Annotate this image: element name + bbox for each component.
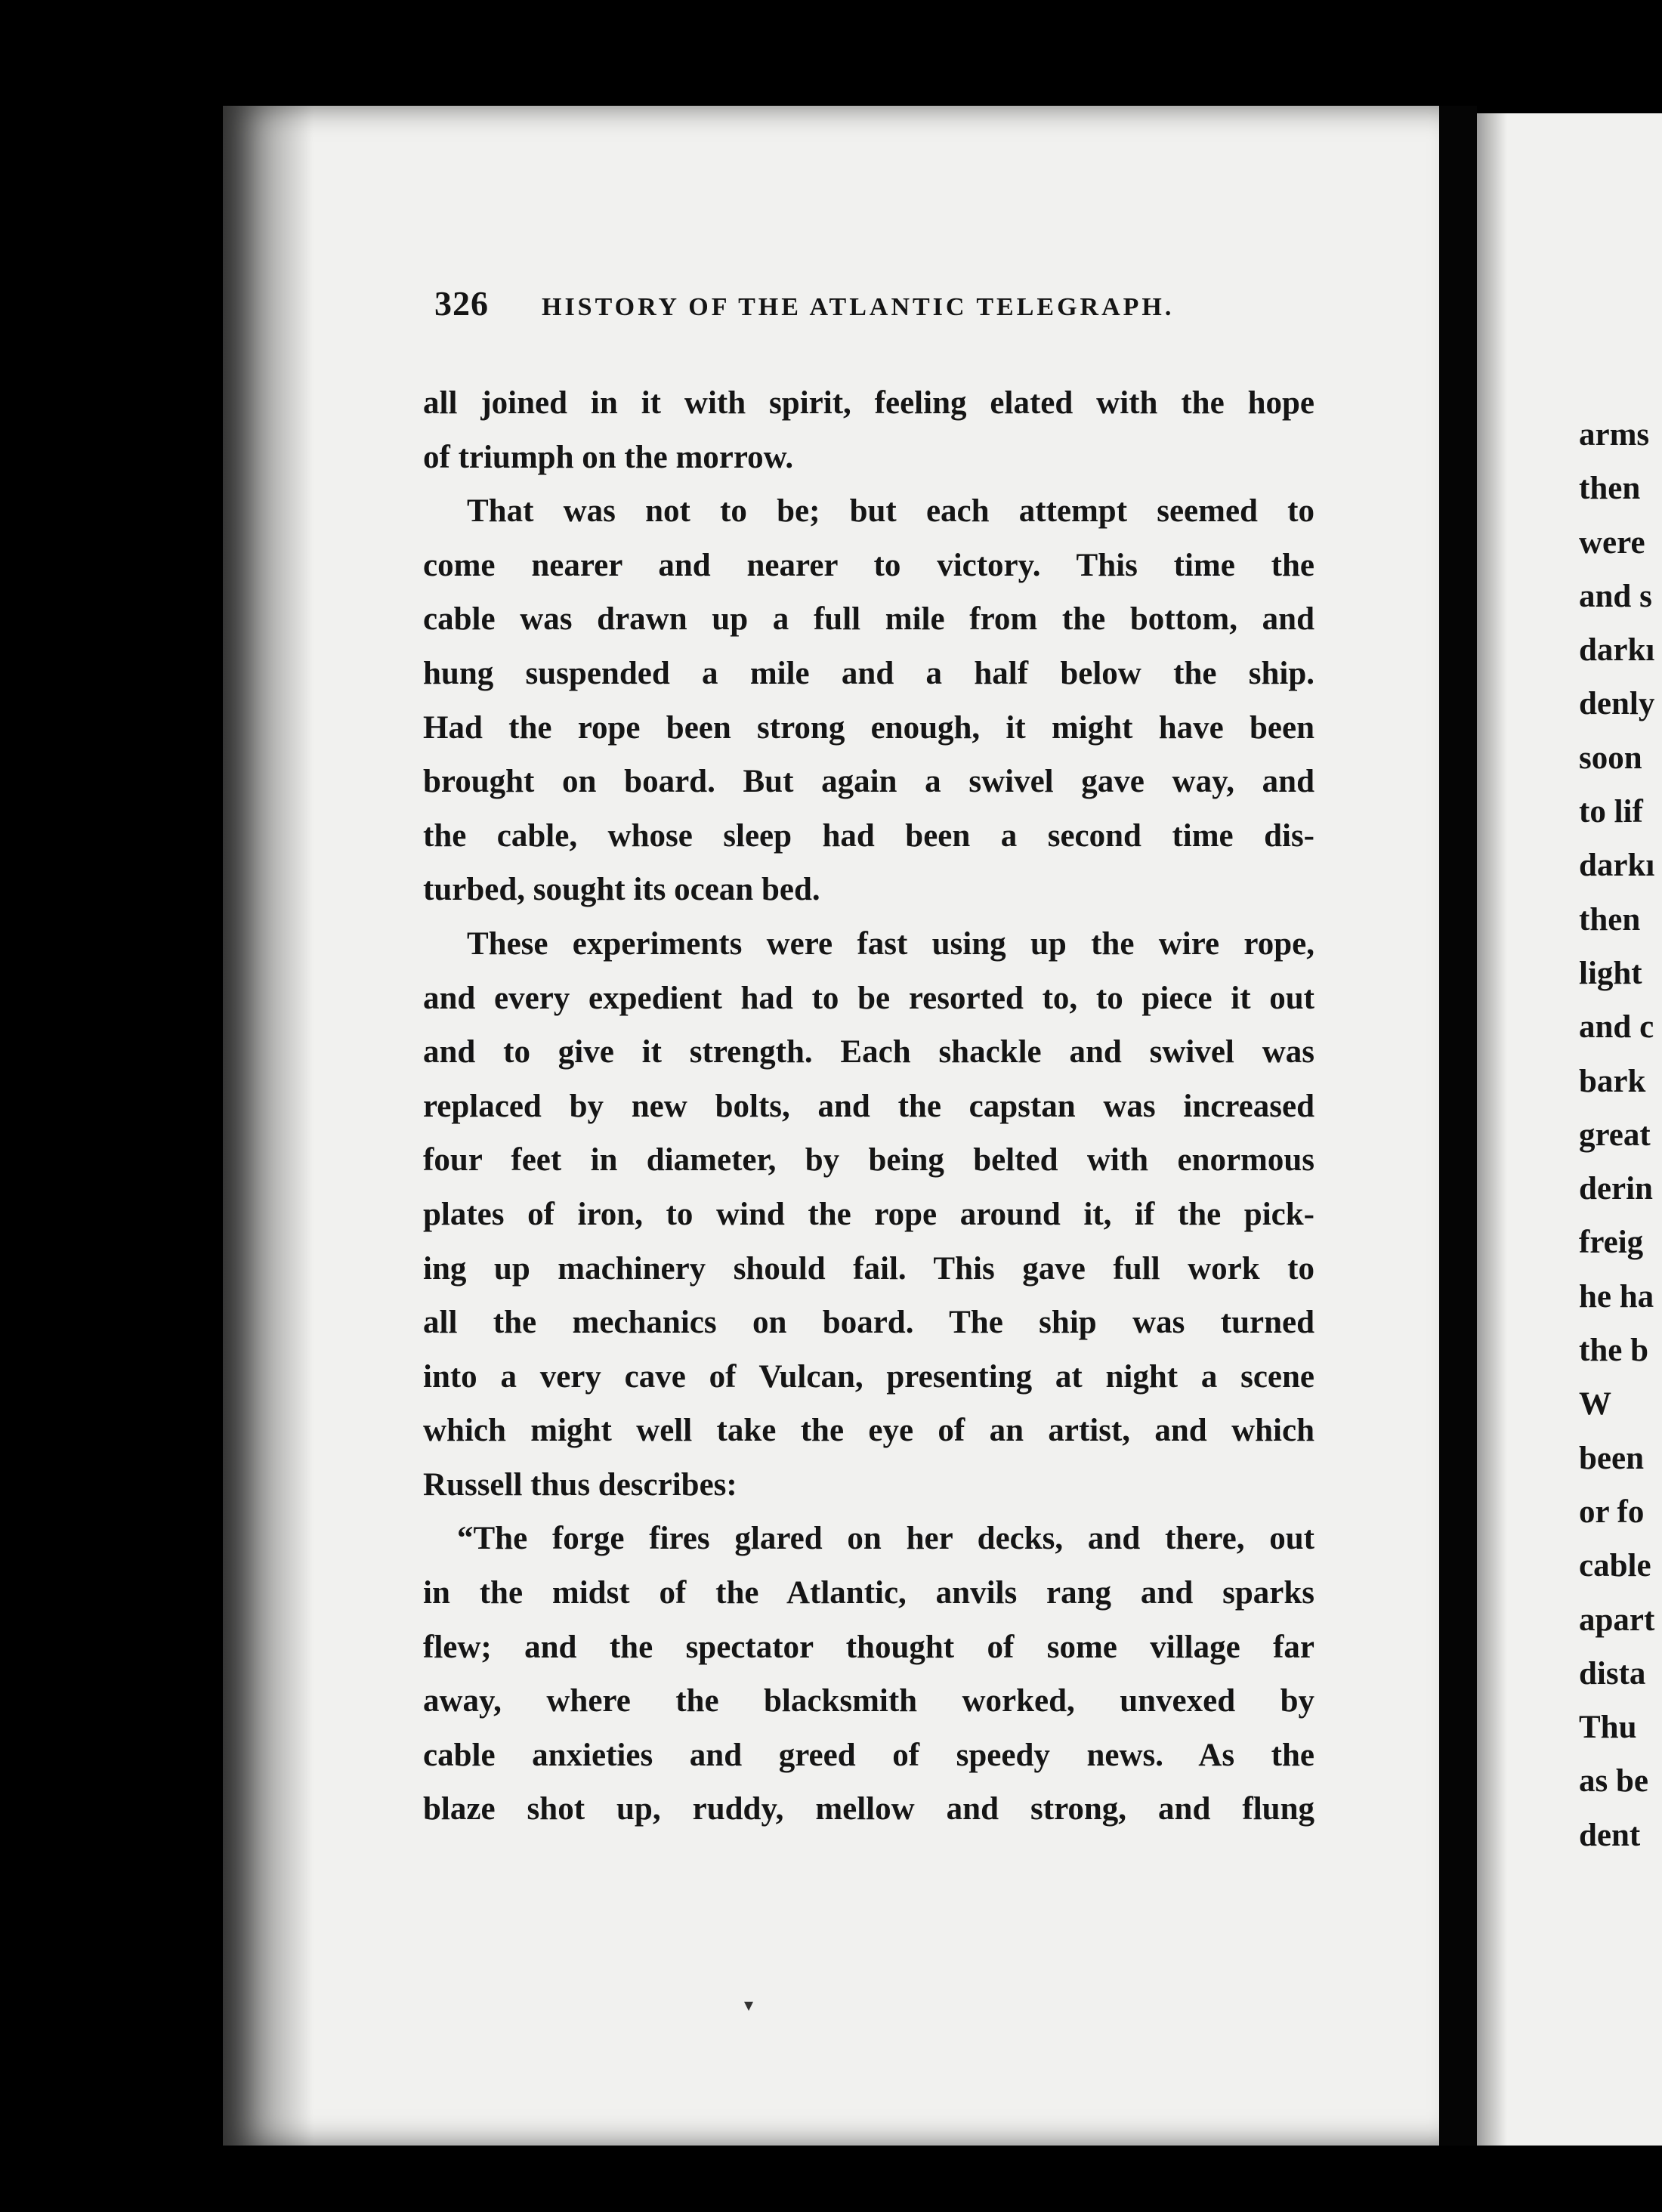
running-header [434, 283, 1311, 329]
text-line: flew; and the spectator thought of some village far [423, 1629, 1314, 1665]
right-fragment: great [1579, 1117, 1651, 1153]
text-line: and every expedient had to be resorted to, to piece it out [423, 980, 1314, 1016]
right-fragment: then [1579, 901, 1641, 938]
right-fragment: light [1579, 955, 1642, 991]
right-fragment: freig [1579, 1225, 1644, 1261]
text-line: These experiments were fast using up the wire rope, [467, 925, 1314, 962]
right-fragment: darkı [1579, 632, 1655, 669]
right-fragment: were [1579, 524, 1645, 561]
text-line: cable anxieties and greed of speedy news. As the [423, 1737, 1314, 1773]
right-fragment: he ha [1579, 1278, 1654, 1315]
text-line: hung suspended a mile and a half below the ship. [423, 655, 1314, 691]
text-line: of triumph on the morrow. [423, 439, 794, 475]
right-fragment: the b [1579, 1333, 1648, 1369]
right-fragment: and s [1579, 578, 1652, 614]
right-fragment: as be [1579, 1763, 1648, 1800]
text-line: turbed, sought its ocean bed. [423, 872, 820, 908]
text-line: all the mechanics on board. The ship was turned [423, 1305, 1314, 1341]
right-fragment: bark [1579, 1063, 1646, 1099]
right-fragment: dista [1579, 1655, 1646, 1691]
text-line: Had the rope been strong enough, it might have been [423, 709, 1314, 746]
right-page-text [1579, 408, 1662, 1862]
right-fragment: to lif [1579, 794, 1643, 830]
right-fragment: cable [1579, 1548, 1651, 1584]
text-line: all joined in it with spirit, feeling elated with the hope [423, 385, 1314, 421]
right-fragment: then [1579, 471, 1641, 507]
text-line: “The forge fires glared on her decks, and there, out [457, 1521, 1314, 1557]
right-fragment: darkı [1579, 848, 1655, 884]
text-line: plates of iron, to wind the rope around it, if the pick- [423, 1196, 1314, 1232]
right-fragment: derin [1579, 1171, 1653, 1207]
right-fragment: W [1579, 1386, 1611, 1423]
right-fragment: been [1579, 1440, 1644, 1476]
right-fragment: or fo [1579, 1494, 1645, 1530]
right-fragment: arms [1579, 417, 1650, 453]
right-fragment: apart [1579, 1602, 1655, 1638]
text-line: away, where the blacksmith worked, unvexed by [423, 1683, 1314, 1719]
text-line: in the midst of the Atlantic, anvils rang and sparks [423, 1575, 1314, 1611]
text-line: the cable, whose sleep had been a second time dis- [423, 817, 1314, 854]
text-line: cable was drawn up a full mile from the bottom, and [423, 601, 1314, 638]
right-fragment: soon [1579, 740, 1642, 776]
text-line: four feet in diameter, by being belted with enormous [423, 1142, 1314, 1179]
right-fragment: denly [1579, 686, 1655, 722]
page-number: 326 [434, 284, 489, 323]
text-line: ing up machinery should fail. This gave full work to [423, 1250, 1314, 1287]
text-line: come nearer and nearer to victory. This time the [423, 547, 1314, 583]
right-fragment: Thu [1579, 1710, 1637, 1746]
text-line: replaced by new bolts, and the capstan was increased [423, 1088, 1314, 1124]
body-text [423, 376, 1314, 1837]
text-line: blaze shot up, ruddy, mellow and strong, and flung [423, 1791, 1314, 1827]
text-line: which might well take the eye of an artist, and which [423, 1413, 1314, 1449]
binding-mark-icon: ▾ [744, 1994, 754, 2016]
text-line: Russell thus describes: [423, 1466, 737, 1503]
text-line: into a very cave of Vulcan, presenting at night a scene [423, 1358, 1314, 1395]
text-line: and to give it strength. Each shackle and swivel was [423, 1034, 1314, 1070]
text-line: brought on board. But again a swivel gave way, and [423, 764, 1314, 800]
book-gutter [1439, 106, 1477, 2146]
text-line: That was not to be; but each attempt seemed to [467, 493, 1314, 530]
right-fragment: and c [1579, 1009, 1654, 1046]
right-fragment: dent [1579, 1817, 1641, 1853]
running-title: HISTORY OF THE ATLANTIC TELEGRAPH. [542, 293, 1175, 321]
